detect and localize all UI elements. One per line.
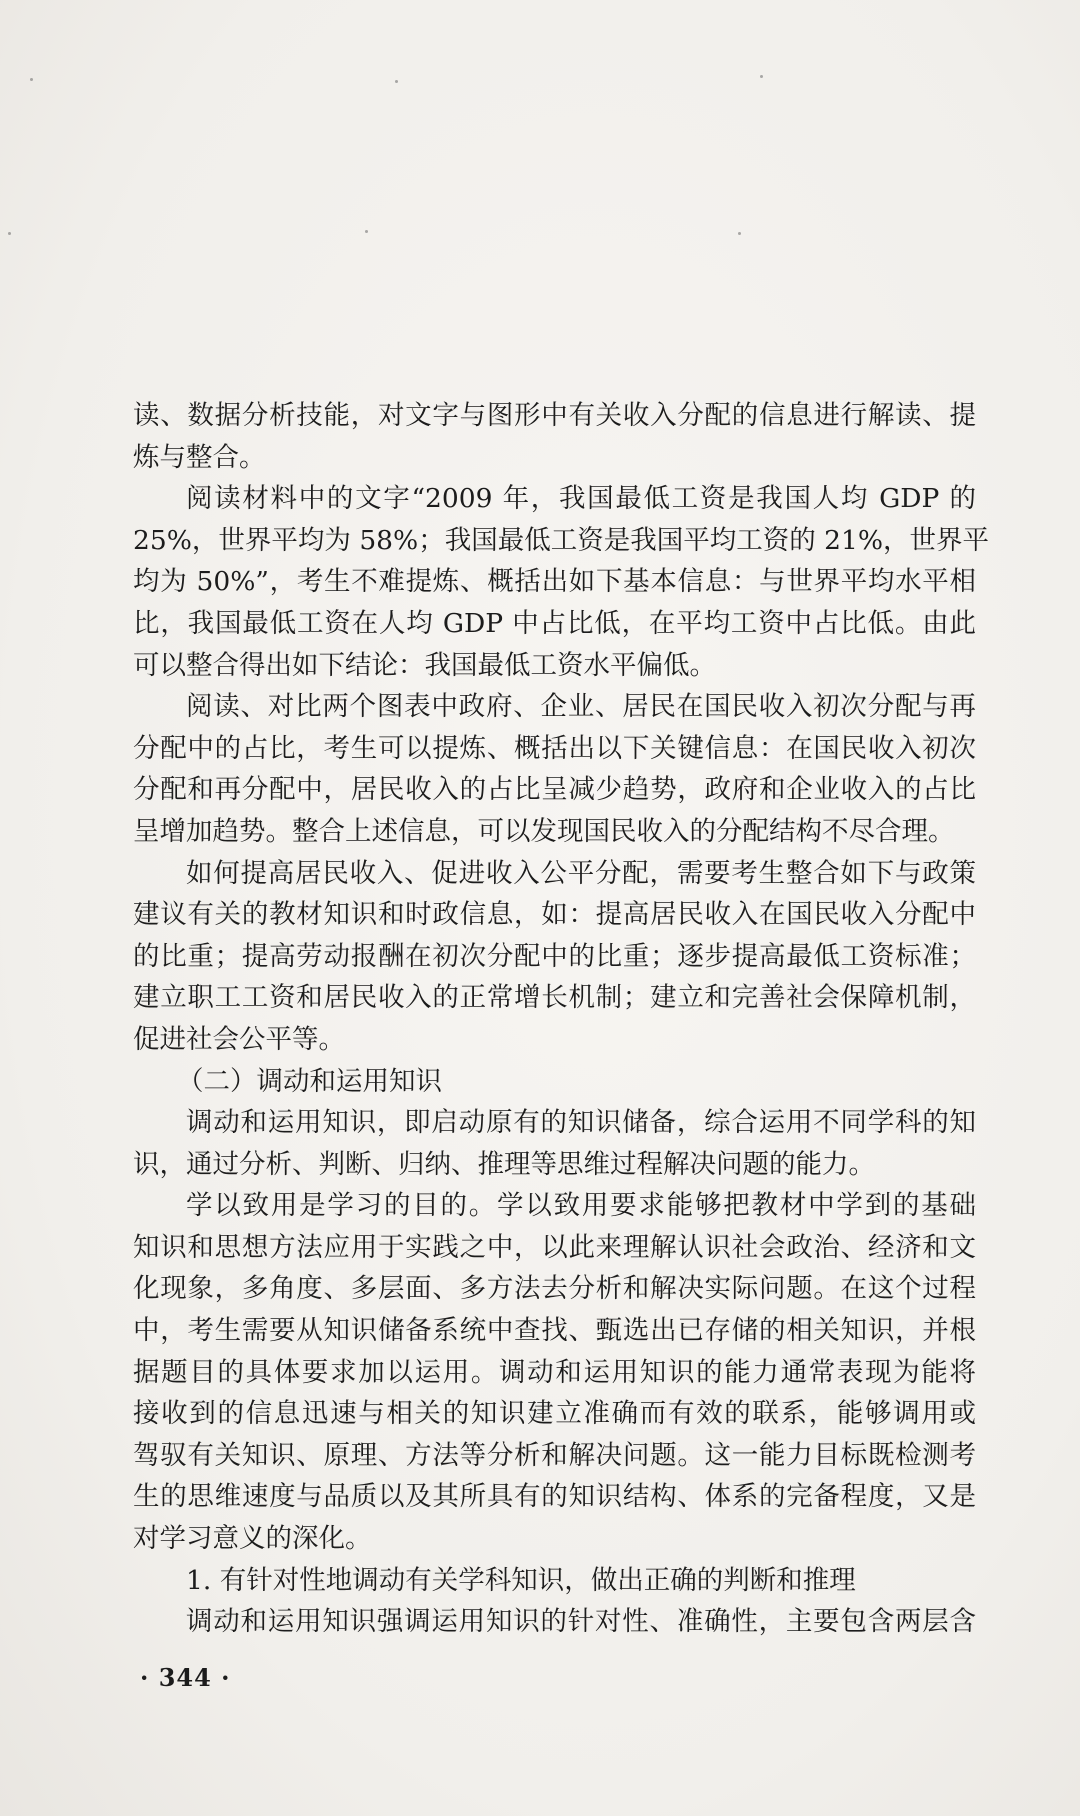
text-line: 识，通过分析、判断、归纳、推理等思维过程解决问题的能力。 xyxy=(133,1148,875,1180)
text-line: 据题目的具体要求加以运用。调动和运用知识的能力通常表现为能将 xyxy=(133,1356,976,1388)
scan-speck xyxy=(738,232,741,235)
scan-speck xyxy=(395,80,398,83)
text-line: 驾驭有关知识、原理、方法等分析和解决问题。这一能力目标既检测考 xyxy=(133,1439,976,1471)
text-line: 呈增加趋势。整合上述信息，可以发现国民收入的分配结构不尽合理。 xyxy=(133,815,955,847)
text-line: 可以整合得出如下结论：我国最低工资水平偏低。 xyxy=(133,649,716,681)
text-line: 调动和运用知识强调运用知识的针对性、准确性，主要包含两层含 xyxy=(186,1606,976,1638)
text-line: 中，考生需要从知识储备系统中查找、甄选出已存储的相关知识，并根 xyxy=(133,1315,976,1347)
text-line: 阅读、对比两个图表中政府、企业、居民在国民收入初次分配与再 xyxy=(186,691,976,723)
paragraph xyxy=(133,686,976,852)
scan-speck xyxy=(760,75,763,78)
text-line: 生的思维速度与品质以及其所具有的知识结构、体系的完备程度，又是 xyxy=(133,1481,976,1513)
text-line: 阅读材料中的文字“2009 年，我国最低工资是我国人均 GDP 的 xyxy=(186,483,976,515)
paragraph xyxy=(133,478,990,686)
page-number: · 344 · xyxy=(140,1663,231,1692)
text-line: 分配中的占比，考生可以提炼、概括出以下关键信息：在国民收入初次 xyxy=(133,732,976,764)
paragraph xyxy=(133,1560,976,1602)
text-line: 炼与整合。 xyxy=(133,441,266,473)
text-line: 如何提高居民收入、促进收入公平分配，需要考生整合如下与政策 xyxy=(186,857,976,889)
text-line: （二）调动和运用知识 xyxy=(177,1065,442,1097)
text-line: 学以致用是学习的目的。学以致用要求能够把教材中学到的基础 xyxy=(186,1190,976,1222)
body-text xyxy=(133,395,990,1643)
paragraph xyxy=(133,395,976,478)
text-line: 促进社会公平等。 xyxy=(133,1023,345,1055)
text-line: 建立职工工资和居民收入的正常增长机制；建立和完善社会保障机制， xyxy=(133,982,976,1014)
text-line: 分配和再分配中，居民收入的占比呈减少趋势，政府和企业收入的占比 xyxy=(133,774,976,806)
paragraph xyxy=(133,1601,976,1643)
text-line: 建议有关的教材知识和时政信息，如：提高居民收入在国民收入分配中 xyxy=(133,899,976,931)
scan-speck xyxy=(30,78,33,81)
text-line: 化现象，多角度、多层面、多方法去分析和解决实际问题。在这个过程 xyxy=(133,1273,976,1305)
text-line: 对学习意义的深化。 xyxy=(133,1523,372,1555)
scan-speck xyxy=(8,232,11,235)
text-line: 比，我国最低工资在人均 GDP 中占比低，在平均工资中占比低。由此 xyxy=(133,607,976,639)
text-line: 的比重；提高劳动报酬在初次分配中的比重；逐步提高最低工资标准； xyxy=(133,940,976,972)
text-line: 1. 有针对性地调动有关学科知识，做出正确的判断和推理 xyxy=(186,1564,856,1596)
text-line: 调动和运用知识，即启动原有的知识储备，综合运用不同学科的知 xyxy=(186,1107,976,1139)
text-line: 读、数据分析技能，对文字与图形中有关收入分配的信息进行解读、提 xyxy=(133,400,976,431)
paragraph xyxy=(133,853,976,1061)
text-line: 接收到的信息迅速与相关的知识建立准确而有效的联系，能够调用或 xyxy=(133,1398,976,1430)
paragraph xyxy=(133,1102,976,1185)
text-line: 均为 50%”，考生不难提炼、概括出如下基本信息：与世界平均水平相 xyxy=(133,566,976,598)
text-line: 知识和思想方法应用于实践之中，以此来理解认识社会政治、经济和文 xyxy=(133,1231,976,1263)
paragraph xyxy=(133,1185,976,1559)
text-line: 25%，世界平均为 58%；我国最低工资是我国平均工资的 21%，世界平 xyxy=(133,524,990,556)
section-heading xyxy=(133,1061,976,1103)
scan-speck xyxy=(365,230,368,233)
